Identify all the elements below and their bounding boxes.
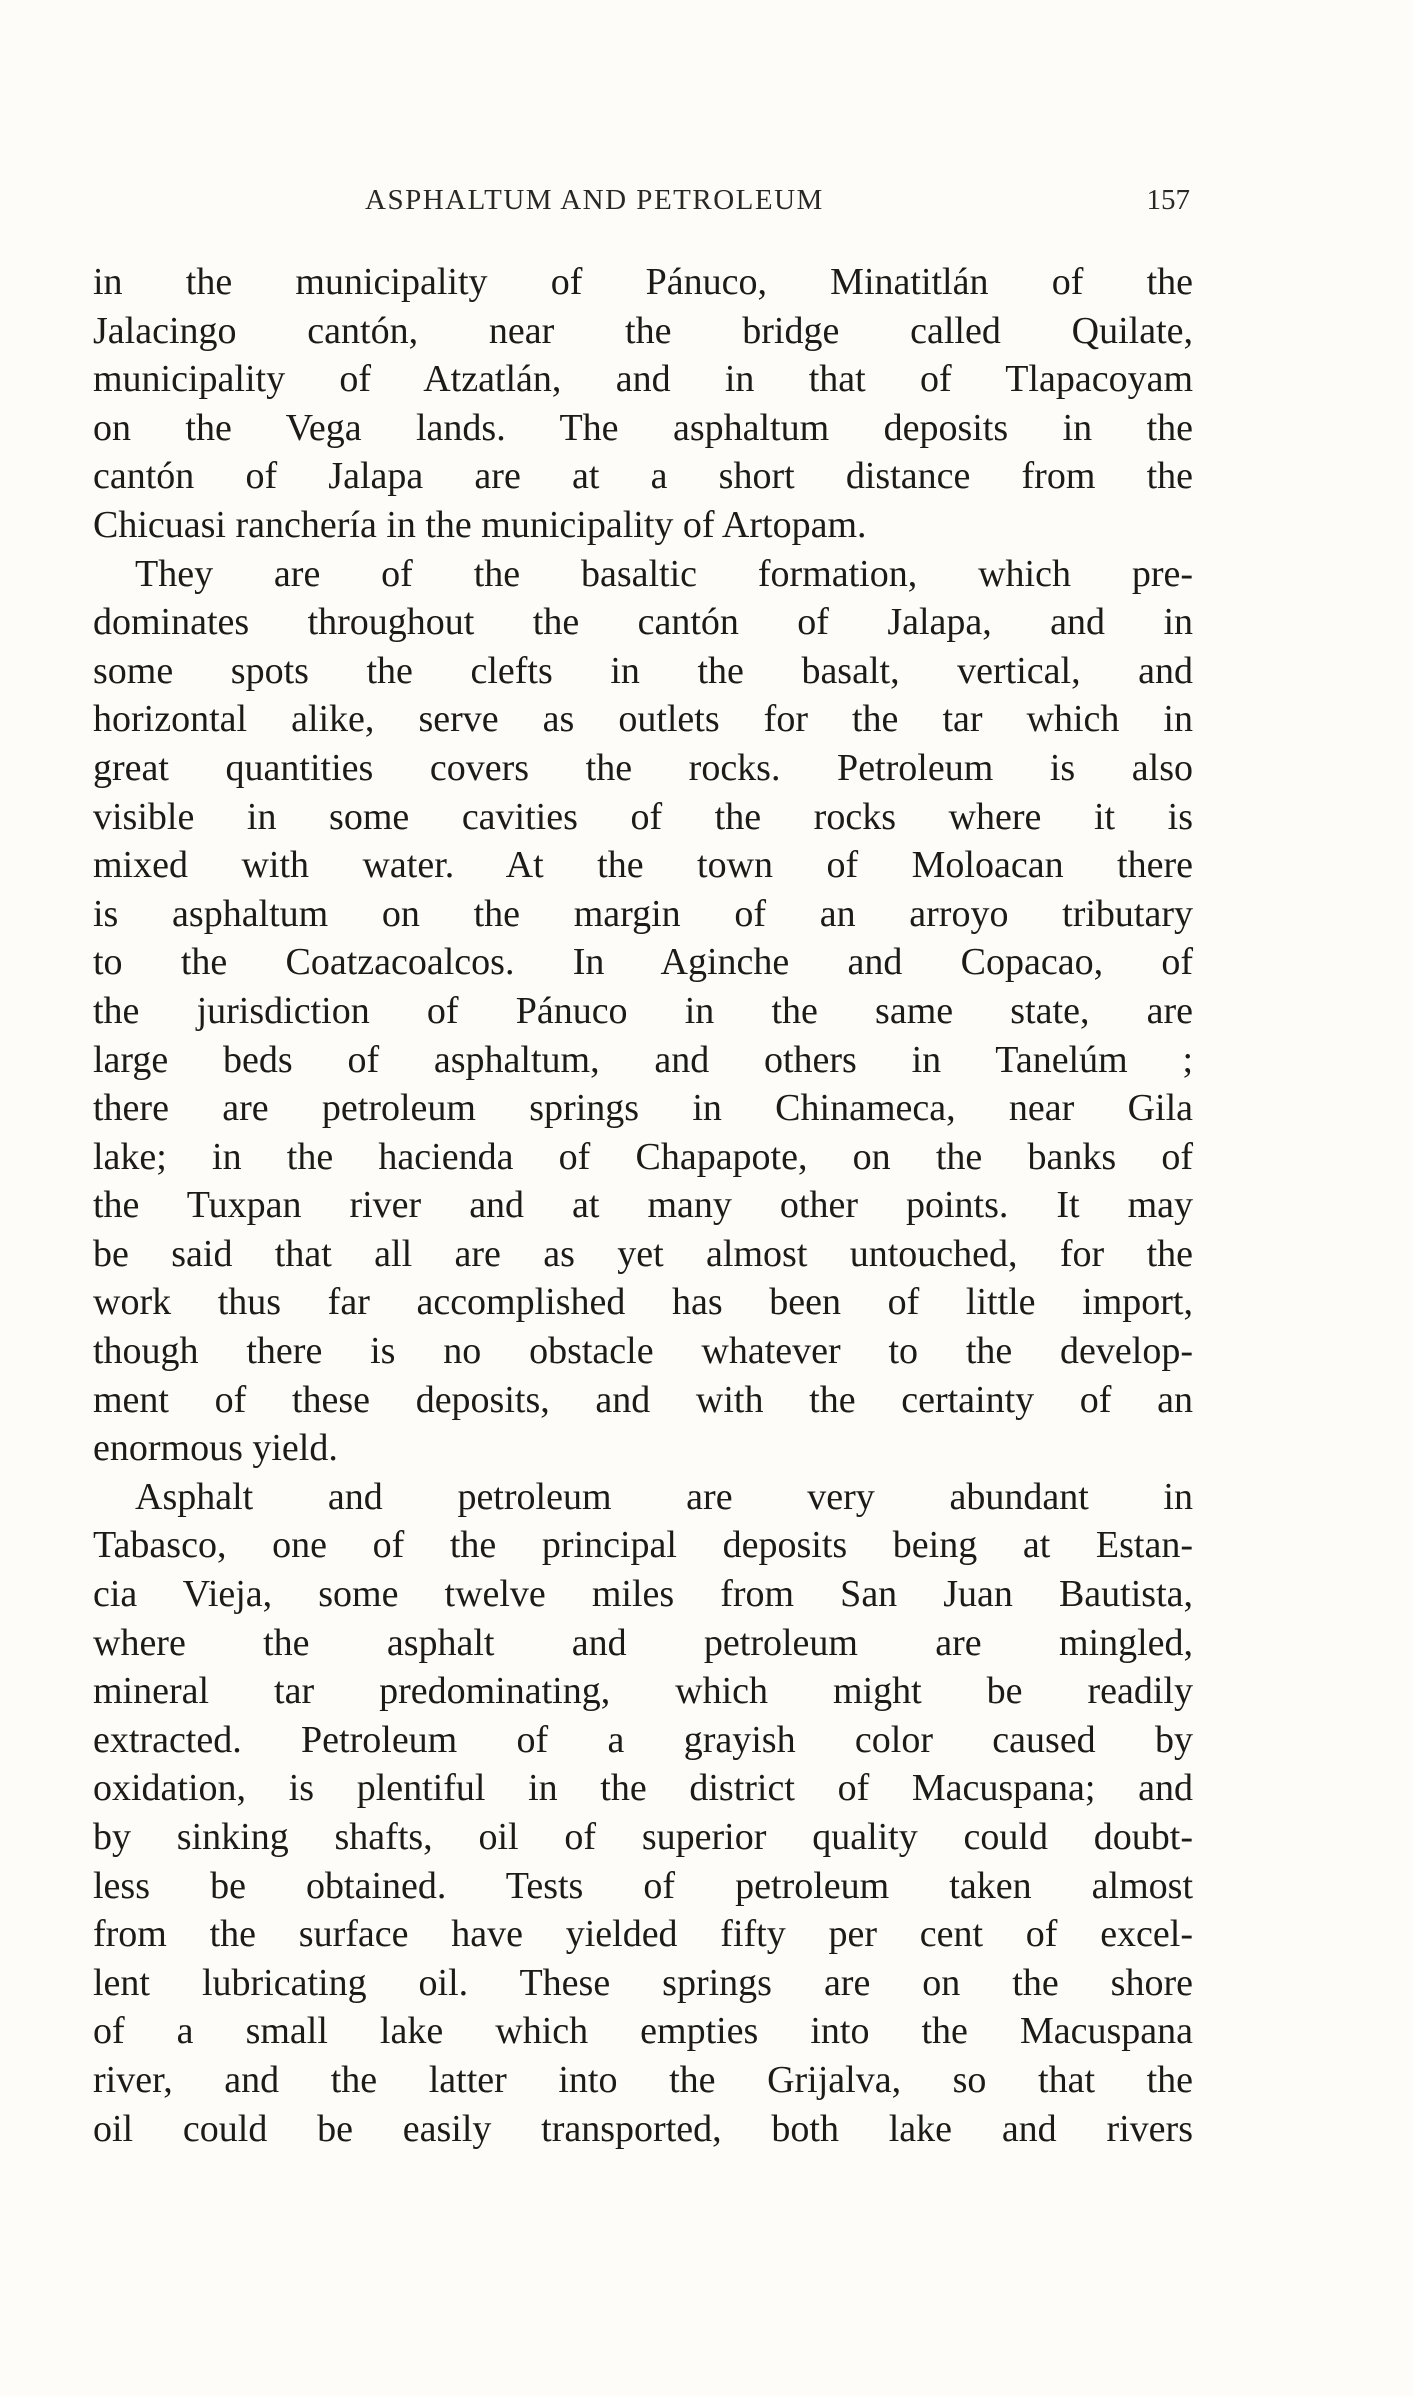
text-line: Tabasco, one of the principal deposits being at Estan- xyxy=(93,1524,1193,1567)
text-line: Jalacingo cantón, near the bridge called Quilate, xyxy=(93,309,1193,352)
text-line: lent lubricating oil. These springs are on the shore xyxy=(93,1961,1193,2004)
text-line: visible in some cavities of the rocks where it is xyxy=(93,795,1193,838)
page-header xyxy=(95,184,1190,224)
text-line: river, and the latter into the Grijalva, so that the xyxy=(93,2058,1193,2101)
text-line: to the Coatzacoalcos. In Aginche and Copacao, of xyxy=(93,941,1193,984)
text-line: there are petroleum springs in Chinameca, near Gila xyxy=(93,1087,1193,1130)
page-number: 157 xyxy=(1146,184,1190,216)
text-line: dominates throughout the cantón of Jalapa, and in xyxy=(93,601,1193,644)
text-line: oil could be easily transported, both lake and rivers xyxy=(93,2107,1193,2150)
text-line: lake; in the hacienda of Chapapote, on the banks of xyxy=(93,1135,1193,1178)
text-line: some spots the clefts in the basalt, vertical, and xyxy=(93,649,1193,692)
text-line: Chicuasi ranchería in the municipality of Artopam. xyxy=(93,503,867,546)
text-line: mixed with water. At the town of Moloacan there xyxy=(93,844,1193,887)
text-line: oxidation, is plentiful in the district of Macuspana; and xyxy=(93,1767,1193,1810)
body-text xyxy=(93,258,1193,2153)
text-line: be said that all are as yet almost untouched, for the xyxy=(93,1232,1193,1275)
text-line: by sinking shafts, oil of superior quality could doubt- xyxy=(93,1816,1193,1858)
text-line: the jurisdiction of Pánuco in the same state, are xyxy=(93,989,1193,1032)
text-line: from the surface have yielded fifty per cent of excel- xyxy=(93,1913,1193,1956)
text-line: work thus far accomplished has been of little import, xyxy=(93,1281,1193,1324)
text-line: cantón of Jalapa are at a short distance from the xyxy=(93,455,1193,498)
text-line: ment of these deposits, and with the certainty of an xyxy=(93,1378,1193,1421)
text-line: enormous yield. xyxy=(93,1427,338,1470)
text-line: extracted. Petroleum of a grayish color caused by xyxy=(93,1718,1193,1761)
text-line: mineral tar predominating, which might be readily xyxy=(93,1670,1193,1713)
text-line: municipality of Atzatlán, and in that of Tlapacoyam xyxy=(93,358,1193,401)
text-line: of a small lake which empties into the Macuspana xyxy=(93,2010,1193,2053)
text-line: horizontal alike, serve as outlets for the tar which in xyxy=(93,698,1193,741)
text-line: where the asphalt and petroleum are mingled, xyxy=(93,1621,1193,1664)
text-line: the Tuxpan river and at many other points. It may xyxy=(93,1184,1193,1227)
paragraph-start-line: Asphalt and petroleum are very abundant in xyxy=(135,1475,1193,1518)
text-line: on the Vega lands. The asphaltum deposits in the xyxy=(93,406,1193,449)
text-line: though there is no obstacle whatever to the develop- xyxy=(93,1330,1193,1373)
running-title: ASPHALTUM AND PETROLEUM xyxy=(365,184,824,216)
text-line: less be obtained. Tests of petroleum taken almost xyxy=(93,1864,1193,1907)
text-line: in the municipality of Pánuco, Minatitlán of the xyxy=(93,261,1193,303)
text-line: great quantities covers the rocks. Petroleum is also xyxy=(93,746,1193,789)
text-line: large beds of asphaltum, and others in Tanelúm ; xyxy=(93,1038,1193,1081)
paragraph-start-line: They are of the basaltic formation, which pre- xyxy=(135,552,1193,595)
text-line: cia Vieja, some twelve miles from San Juan Bautista, xyxy=(93,1573,1193,1616)
text-line: is asphaltum on the margin of an arroyo tributary xyxy=(93,892,1193,935)
